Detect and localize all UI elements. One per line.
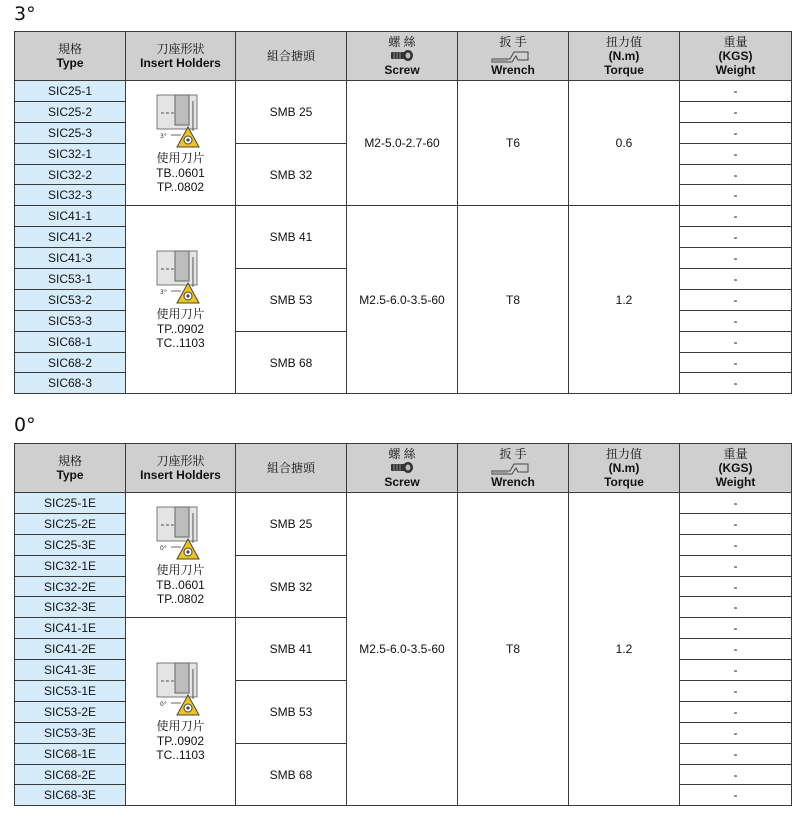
svg-text:0°: 0°: [159, 544, 167, 552]
header-torque: 扭力值 (N.m) Torque: [569, 32, 680, 81]
insert-code: TP..0802: [156, 179, 205, 194]
weight-cell: -: [680, 681, 792, 702]
weight-cell: -: [680, 269, 792, 290]
holder-cell: [126, 206, 236, 394]
wrench-cell: T8: [458, 206, 569, 394]
header-type: 規格 Type: [15, 444, 126, 493]
spec-table-0deg: [14, 443, 792, 806]
type-cell: SIC68-2E: [15, 764, 126, 785]
insert-use-label: 使用刀片: [156, 150, 205, 165]
torque-cell: 1.2: [569, 493, 680, 806]
insert-holder-image: [153, 505, 209, 561]
weight-cell: -: [680, 206, 792, 227]
torque-cell: 0.6: [569, 81, 680, 206]
weight-cell: -: [680, 618, 792, 639]
insert-code: TC..1103: [156, 748, 205, 763]
weight-cell: -: [680, 164, 792, 185]
weight-cell: -: [680, 785, 792, 806]
type-cell: SIC32-2: [15, 164, 126, 185]
type-cell: SIC53-3: [15, 310, 126, 331]
insert-code: TC..1103: [156, 336, 205, 351]
header-screw: 螺 絲 Screw: [347, 32, 458, 81]
holder-cell: [126, 618, 236, 806]
weight-cell: -: [680, 534, 792, 555]
combo-cell: SMB 25: [236, 81, 347, 144]
torque-cell: 1.2: [569, 206, 680, 394]
type-cell: SIC53-2E: [15, 701, 126, 722]
weight-cell: -: [680, 227, 792, 248]
weight-cell: -: [680, 352, 792, 373]
insert-use-label: 使用刀片: [156, 562, 205, 577]
combo-cell: SMB 53: [236, 681, 347, 744]
type-cell: SIC25-2E: [15, 513, 126, 534]
combo-cell: SMB 32: [236, 555, 347, 618]
type-cell: SIC53-2: [15, 289, 126, 310]
type-cell: SIC32-3: [15, 185, 126, 206]
combo-cell: SMB 68: [236, 331, 347, 394]
table-header-row: [15, 32, 792, 81]
svg-text:3°: 3°: [159, 132, 167, 140]
table-row: [15, 493, 792, 514]
combo-cell: SMB 25: [236, 493, 347, 556]
weight-cell: -: [680, 248, 792, 269]
weight-cell: -: [680, 331, 792, 352]
combo-cell: SMB 41: [236, 206, 347, 269]
screw-cell: M2.5-6.0-3.5-60: [347, 493, 458, 806]
insert-holder-image: [153, 661, 209, 717]
weight-cell: -: [680, 513, 792, 534]
svg-text:0°: 0°: [159, 701, 167, 709]
type-cell: SIC41-3: [15, 248, 126, 269]
svg-text:3°: 3°: [159, 289, 167, 297]
weight-cell: -: [680, 493, 792, 514]
type-cell: SIC41-3E: [15, 660, 126, 681]
type-cell: SIC32-3E: [15, 597, 126, 618]
insert-code: TB..0601: [156, 165, 205, 180]
weight-cell: -: [680, 639, 792, 660]
combo-cell: SMB 68: [236, 743, 347, 806]
weight-cell: -: [680, 660, 792, 681]
weight-cell: -: [680, 701, 792, 722]
wrench-cell: T6: [458, 81, 569, 206]
type-cell: SIC25-2: [15, 101, 126, 122]
insert-holder-image: [153, 93, 209, 149]
table-row: [15, 81, 792, 102]
insert-code: TP..0902: [156, 734, 205, 749]
type-cell: SIC68-3: [15, 373, 126, 394]
weight-cell: -: [680, 722, 792, 743]
screw-icon: [347, 461, 457, 475]
holder-cell: [126, 493, 236, 618]
weight-cell: -: [680, 373, 792, 394]
type-cell: SIC25-1E: [15, 493, 126, 514]
wrench-icon: [458, 49, 568, 63]
type-cell: SIC32-1E: [15, 555, 126, 576]
weight-cell: -: [680, 122, 792, 143]
weight-cell: -: [680, 289, 792, 310]
type-cell: SIC41-1E: [15, 618, 126, 639]
insert-code: TP..0902: [156, 322, 205, 337]
wrench-icon: [458, 461, 568, 475]
screw-cell: M2.5-6.0-3.5-60: [347, 206, 458, 394]
section-title-3deg: 3°: [14, 3, 36, 25]
weight-cell: -: [680, 743, 792, 764]
weight-cell: -: [680, 597, 792, 618]
insert-use-label: 使用刀片: [156, 307, 205, 322]
table-row: [15, 206, 792, 227]
table-header-row: [15, 444, 792, 493]
type-cell: SIC53-1E: [15, 681, 126, 702]
type-cell: SIC25-3: [15, 122, 126, 143]
header-type: 規格 Type: [15, 32, 126, 81]
header-wrench: 扳 手 Wrench: [458, 444, 569, 493]
holder-cell: [126, 81, 236, 206]
header-combo: 組合搪頭: [236, 32, 347, 81]
combo-cell: SMB 41: [236, 618, 347, 681]
header-torque: 扭力值 (N.m) Torque: [569, 444, 680, 493]
insert-use-label: 使用刀片: [156, 719, 205, 734]
weight-cell: -: [680, 81, 792, 102]
insert-holder-image: [153, 249, 209, 305]
type-cell: SIC32-2E: [15, 576, 126, 597]
type-cell: SIC68-1: [15, 331, 126, 352]
type-cell: SIC53-1: [15, 269, 126, 290]
weight-cell: -: [680, 310, 792, 331]
type-cell: SIC25-3E: [15, 534, 126, 555]
screw-cell: M2-5.0-2.7-60: [347, 81, 458, 206]
weight-cell: -: [680, 143, 792, 164]
type-cell: SIC41-2: [15, 227, 126, 248]
combo-cell: SMB 32: [236, 143, 347, 206]
type-cell: SIC41-2E: [15, 639, 126, 660]
combo-cell: SMB 53: [236, 269, 347, 332]
spec-table-3deg: [14, 31, 792, 394]
header-combo: 組合搪頭: [236, 444, 347, 493]
screw-icon: [347, 49, 457, 63]
weight-cell: -: [680, 764, 792, 785]
header-screw: 螺 絲 Screw: [347, 444, 458, 493]
insert-code: TP..0802: [156, 591, 205, 606]
weight-cell: -: [680, 576, 792, 597]
type-cell: SIC41-1: [15, 206, 126, 227]
insert-code: TB..0601: [156, 577, 205, 592]
header-holder: 刀座形狀 Insert Holders: [126, 32, 236, 81]
type-cell: SIC68-2: [15, 352, 126, 373]
weight-cell: -: [680, 101, 792, 122]
section-title-0deg: 0°: [14, 414, 36, 436]
header-wrench: 扳 手 Wrench: [458, 32, 569, 81]
header-holder: 刀座形狀 Insert Holders: [126, 444, 236, 493]
weight-cell: -: [680, 185, 792, 206]
type-cell: SIC68-1E: [15, 743, 126, 764]
weight-cell: -: [680, 555, 792, 576]
wrench-cell: T8: [458, 493, 569, 806]
type-cell: SIC25-1: [15, 81, 126, 102]
type-cell: SIC32-1: [15, 143, 126, 164]
header-weight: 重量 (KGS) Weight: [680, 32, 792, 81]
type-cell: SIC68-3E: [15, 785, 126, 806]
header-weight: 重量 (KGS) Weight: [680, 444, 792, 493]
type-cell: SIC53-3E: [15, 722, 126, 743]
